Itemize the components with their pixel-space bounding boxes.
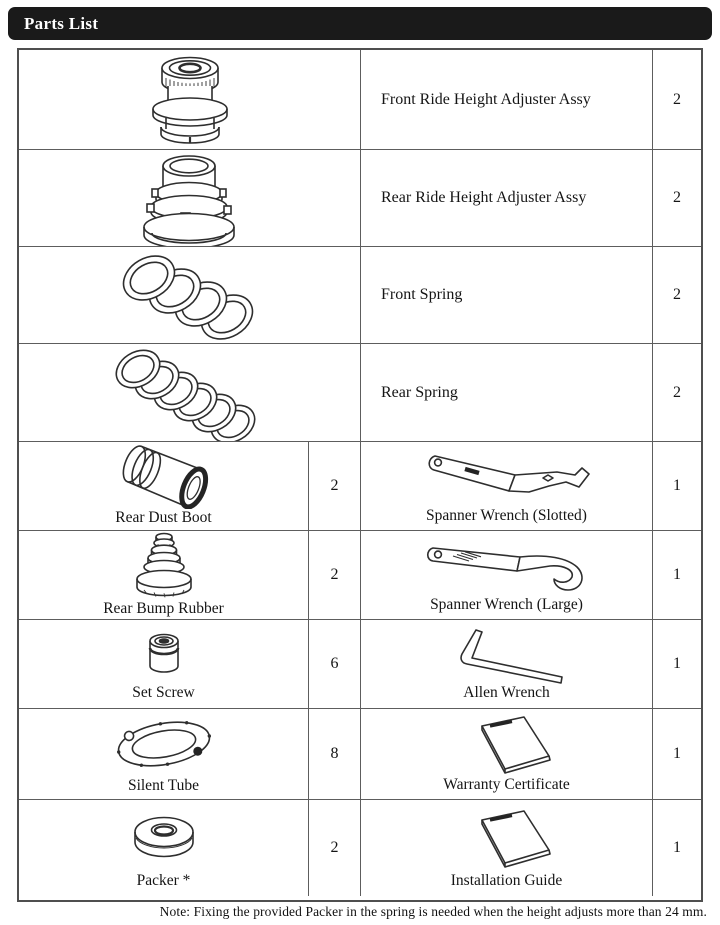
part-qty-cell: [653, 800, 701, 896]
part-qty: 2: [673, 383, 681, 401]
warranty-certificate-illustration: [449, 712, 564, 776]
part-qty-cell: [653, 531, 701, 620]
part-cell: [19, 620, 309, 709]
part-qty-cell: [653, 247, 701, 344]
part-qty-cell: [653, 150, 701, 247]
part-cell: [361, 709, 653, 800]
part-name-cell: [361, 247, 653, 344]
rear-spring-illustration: [112, 344, 267, 442]
part-qty: 1: [673, 655, 681, 672]
part-cell: [19, 709, 309, 800]
part-qty: 2: [330, 839, 339, 856]
part-qty: 1: [673, 745, 681, 762]
parts-table: [17, 48, 703, 902]
part-qty-cell: [309, 531, 361, 620]
part-qty: 1: [673, 566, 681, 583]
part-name-cell: [361, 50, 653, 150]
part-qty: 1: [673, 477, 681, 494]
part-cell: [19, 800, 309, 896]
packer-illustration: [122, 810, 206, 866]
part-cell: [361, 620, 653, 709]
spanner-wrench-slotted-illustration: [417, 445, 597, 507]
part-qty-cell: [653, 442, 701, 531]
front-ride-height-adjuster-illustration: [135, 53, 245, 147]
part-qty-cell: [309, 709, 361, 800]
installation-guide-illustration: [449, 806, 564, 870]
part-cell: [19, 442, 309, 531]
part-qty-cell: [653, 344, 701, 442]
part-name: Installation Guide: [450, 872, 563, 889]
part-name: Packer *: [136, 872, 191, 889]
silent-tube-illustration: [99, 711, 229, 777]
part-qty: 2: [673, 286, 681, 303]
part-name: Front Ride Height Adjuster Assy: [381, 90, 591, 108]
rear-bump-rubber-illustration: [116, 531, 212, 600]
part-qty-cell: [653, 709, 701, 800]
part-image-cell: [19, 247, 361, 344]
part-name: Rear Spring: [381, 383, 458, 401]
page-title: Parts List: [24, 13, 99, 33]
part-name: Front Spring: [381, 286, 463, 303]
set-screw-illustration: [137, 628, 191, 680]
part-image-cell: [19, 50, 361, 150]
part-qty: 2: [673, 189, 681, 206]
part-image-cell: [19, 344, 361, 442]
footnote: Note: Fixing the provided Packer in the spring is needed when the height adjusts more than 24 mm.: [159, 904, 707, 919]
part-qty-cell: [653, 620, 701, 709]
part-qty-cell: [309, 800, 361, 896]
part-qty: 2: [330, 566, 339, 583]
part-name: Spanner Wrench (Slotted): [426, 507, 587, 524]
rear-dust-boot-illustration: [104, 443, 224, 509]
part-name: Set Screw: [132, 684, 195, 701]
part-qty-cell: [653, 50, 701, 150]
part-name: Allen Wrench: [463, 684, 550, 701]
part-cell: [361, 531, 653, 620]
front-spring-illustration: [115, 248, 265, 343]
part-qty: 2: [673, 90, 681, 108]
part-name: Rear Bump Rubber: [103, 600, 224, 617]
part-cell: [361, 442, 653, 531]
part-name: Rear Dust Boot: [115, 509, 212, 526]
allen-wrench-illustration: [434, 624, 579, 684]
part-name: Spanner Wrench (Large): [430, 596, 583, 613]
spanner-wrench-large-illustration: [417, 534, 597, 596]
part-name-cell: [361, 344, 653, 442]
part-image-cell: [19, 150, 361, 247]
part-cell: [361, 800, 653, 896]
part-qty-cell: [309, 620, 361, 709]
part-name: Warranty Certificate: [443, 776, 570, 793]
part-qty-cell: [309, 442, 361, 531]
part-name: Silent Tube: [127, 777, 200, 794]
part-qty: 8: [330, 745, 339, 762]
part-qty: 1: [673, 839, 681, 856]
parts-list-header: [8, 7, 712, 40]
part-cell: [19, 531, 309, 620]
part-qty: 2: [330, 477, 339, 494]
part-name: Rear Ride Height Adjuster Assy: [381, 189, 587, 206]
rear-ride-height-adjuster-illustration: [132, 151, 247, 246]
part-name-cell: [361, 150, 653, 247]
part-qty: 6: [330, 655, 339, 672]
